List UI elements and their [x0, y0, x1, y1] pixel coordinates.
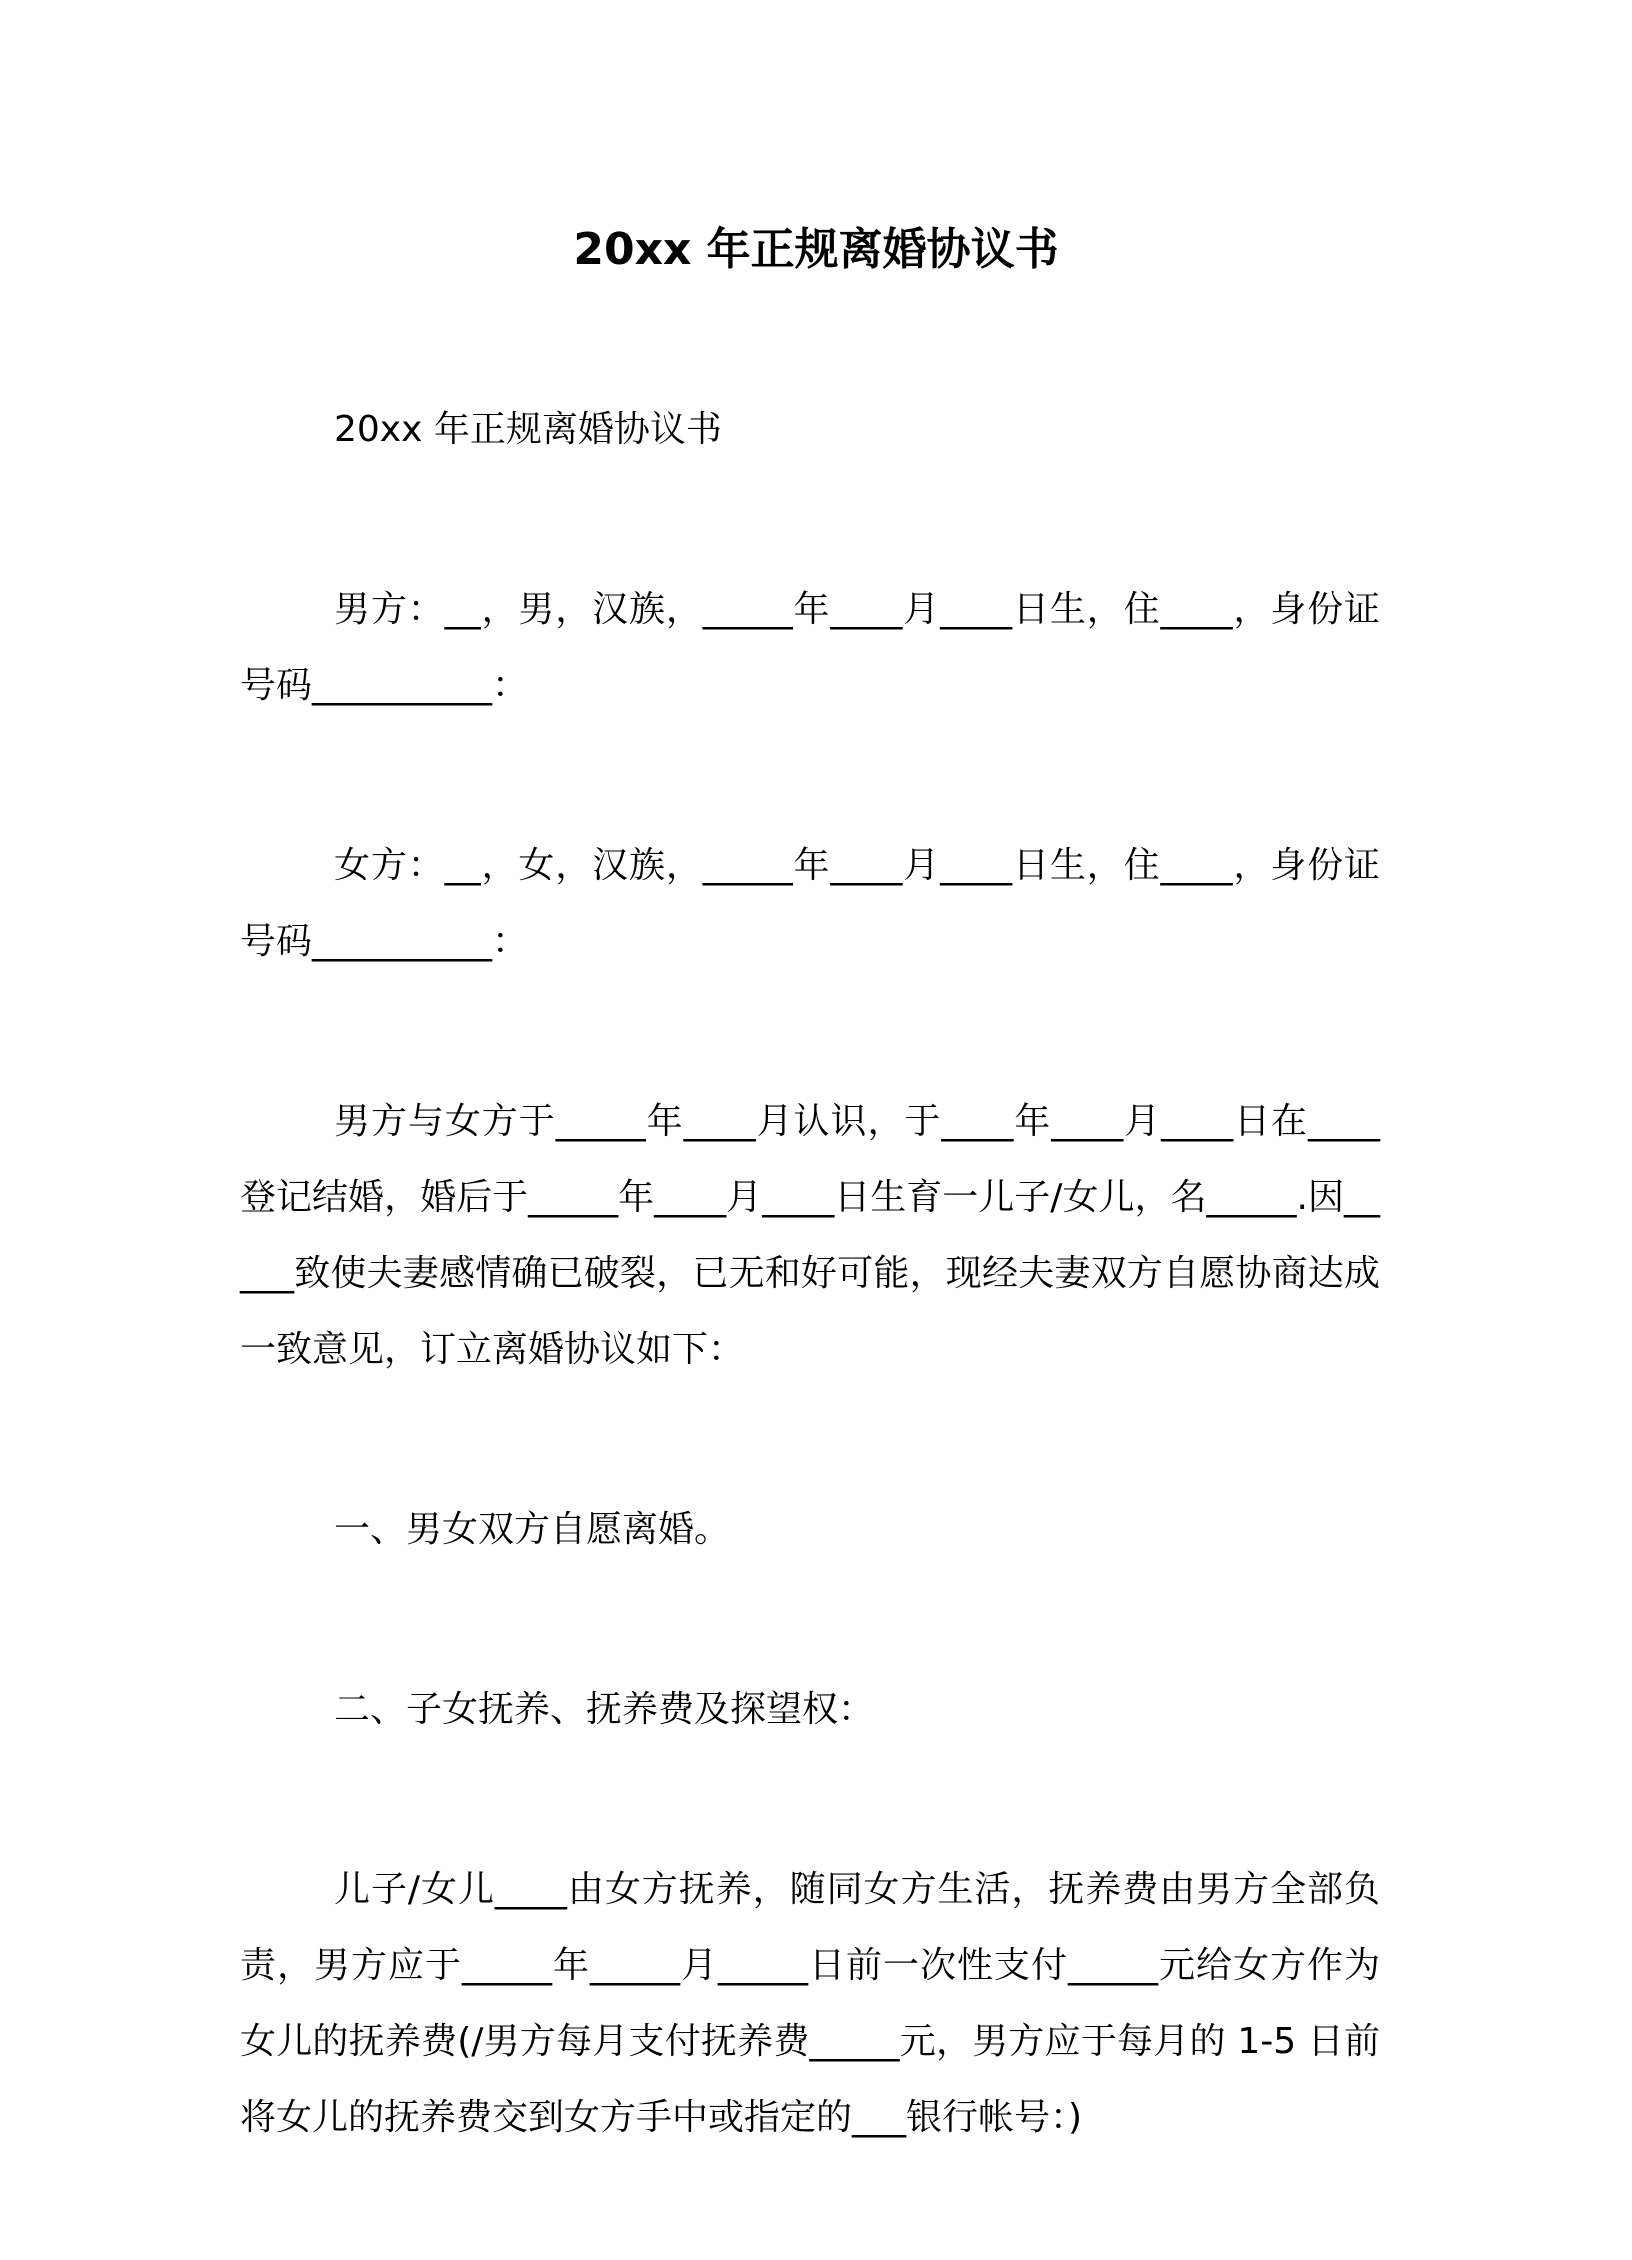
document-title: 20xx 年正规离婚协议书 — [573, 224, 1059, 275]
paragraph-clause-1: 一、男女双方自愿离婚。 — [334, 1509, 731, 1550]
paragraph-clause-2: 二、子女抚养、抚养费及探望权： — [334, 1689, 875, 1730]
document-body — [240, 392, 1380, 2260]
paragraph-female-party: 女方：__，女，汉族，_____年____月____日生，住____，身份证号码__________： — [240, 845, 1380, 962]
paragraph-subtitle: 20xx 年正规离婚协议书 — [334, 409, 722, 450]
paragraph-background: 男方与女方于_____年____月认识，于____年____月____日在____登记结婚，婚后于_____年____月____日生育一儿子/女儿，名_____.因_____致使夫妻感情确已破裂，已无和好可能，现经夫妻双方自愿协商达成一致意见，订立离婚协议如下： — [240, 1101, 1380, 1370]
paragraph-child-support: 儿子/女儿____由女方抚养，随同女方生活，抚养费由男方全部负责，男方应于_____年_____月_____日前一次性支付_____元给女方作为女儿的抚养费(/男方每月支付抚养费_____元，男方应于每月的 1-5 日前将女儿的抚养费交到女方手中或指定的___银行帐号：) — [240, 1869, 1380, 2138]
paragraph-male-party: 男方：__，男，汉族，_____年____月____日生，住____，身份证号码__________： — [240, 589, 1380, 706]
